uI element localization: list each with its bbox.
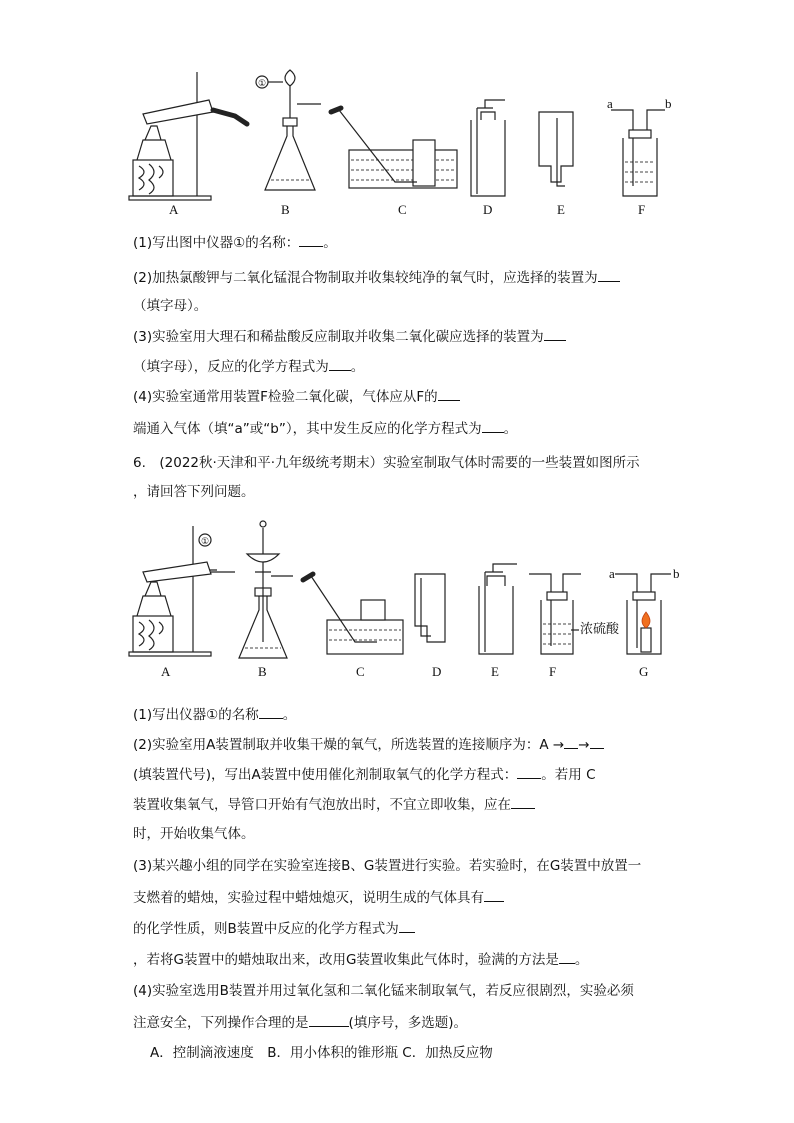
apparatus-a [129, 72, 247, 217]
marker-1-icon: ① [206, 707, 219, 723]
label-f: F [549, 664, 557, 679]
answer-blank[interactable] [482, 418, 504, 433]
label-b: B [258, 664, 267, 679]
answer-blank[interactable] [517, 764, 541, 779]
q6-part2-cont: (填装置代号)，写出A装置中使用催化剂制取氧气的化学方程式： 。若用 C [133, 764, 596, 785]
q6-part3: (3)某兴趣小组的同学在实验室连接B、G装置进行实验。若实验时，在G装置中放置一 [133, 858, 642, 874]
q5-part2-cont: （填字母）。 [133, 298, 208, 314]
label-c: C [356, 664, 365, 679]
port-a: a [607, 96, 613, 111]
marker-1-icon: ① [201, 536, 210, 546]
q6-part3-cont: 支燃着的蜡烛，实验过程中蜡烛熄灭，说明生成的气体具有 [133, 887, 504, 908]
label-e: E [491, 664, 499, 679]
answer-blank[interactable] [590, 734, 604, 749]
q6-part2: (2)实验室用A装置制取并收集干燥的氧气，所选装置的连接顺序为：A → → [133, 734, 604, 755]
q6-options: A．控制滴液速度 B．用小体积的锥形瓶 C．加热反应物 [150, 1045, 493, 1061]
q6-header: 6. (2022秋·天津和平·九年级统考期末）实验室制取气体时需要的一些装置如图所示 [133, 455, 640, 471]
marker-1-icon: ① [258, 78, 267, 88]
answer-blank[interactable] [559, 949, 575, 964]
candle-flame-icon [642, 612, 650, 628]
q6-part3-cont2: 的化学性质，则B装置中反应的化学方程式为 [133, 918, 415, 939]
label-b: B [281, 202, 290, 217]
label-e: E [557, 202, 565, 217]
q5-part4-cont: 端通入气体（填“a”或“b”），其中发生反应的化学方程式为 。 [133, 418, 517, 439]
answer-blank[interactable] [259, 704, 283, 719]
q5-part3: (3)实验室用大理石和稀盐酸反应制取并收集二氧化碳应选择的装置为 [133, 326, 566, 347]
q5-part2: (2)加热氯酸钾与二氧化锰混合物制取并收集较纯净的氧气时，应选择的装置为 [133, 267, 620, 288]
answer-blank[interactable] [511, 794, 535, 809]
apparatus-b [239, 521, 293, 679]
q6-part4: (4)实验室选用B装置并用过氧化氢和二氧化锰来制取氧气，若反应很剧烈，实验必须 [133, 983, 634, 999]
port-a: a [609, 566, 615, 581]
q6-part2-cont3: 时，开始收集气体。 [133, 826, 255, 842]
apparatus-c [303, 574, 403, 679]
q5-part1: (1)写出图中仪器①的名称： 。 [133, 232, 337, 253]
apparatus-d [415, 574, 445, 679]
label-g: G [639, 664, 649, 679]
apparatus-d [471, 100, 505, 217]
label-c: C [398, 202, 407, 217]
q6-part3-cont3: ，若将G装置中的蜡烛取出来，改用G装置收集此气体时，验满的方法是 。 [133, 949, 588, 970]
apparatus-b [256, 70, 321, 217]
answer-blank[interactable] [564, 734, 578, 749]
label-d: D [432, 664, 442, 679]
q6-part2-cont2: 装置收集氧气，导管口开始有气泡放出时，不宜立即收集，应在 [133, 794, 535, 815]
port-b: b [673, 566, 680, 581]
q5-part4: (4)实验室通常用装置F检验二氧化碳，气体应从F的 [133, 386, 460, 407]
label-d: D [483, 202, 493, 217]
apparatus-figure-1 [125, 62, 670, 222]
answer-blank[interactable] [399, 918, 415, 933]
answer-blank[interactable] [484, 887, 504, 902]
apparatus-g [609, 566, 680, 679]
answer-blank[interactable] [438, 386, 460, 401]
q6-part1: (1)写出仪器①的名称 。 [133, 704, 296, 725]
apparatus-a [129, 526, 235, 679]
answer-blank[interactable] [309, 1012, 349, 1027]
answer-blank[interactable] [299, 232, 323, 247]
apparatus-f [529, 574, 581, 679]
q6-part4-cont: 注意安全，下列操作合理的是 (填序号，多选题)。 [133, 1012, 467, 1033]
port-b: b [665, 96, 672, 111]
apparatus-f [607, 96, 672, 217]
q5-part3-cont: （填字母），反应的化学方程式为 。 [133, 356, 364, 377]
apparatus-c [331, 108, 457, 217]
acid-label: 浓硫酸 [580, 622, 620, 637]
answer-blank[interactable] [544, 326, 566, 341]
label-f: F [638, 202, 646, 217]
marker-1-icon: ① [233, 235, 246, 251]
apparatus-e [539, 112, 573, 217]
answer-blank[interactable] [329, 356, 351, 371]
label-a: A [169, 202, 179, 217]
apparatus-e [479, 564, 517, 679]
q6-header-cont: ，请回答下列问题。 [133, 484, 255, 500]
label-a: A [161, 664, 171, 679]
apparatus-figure-2 [125, 516, 685, 684]
answer-blank[interactable] [598, 267, 620, 282]
